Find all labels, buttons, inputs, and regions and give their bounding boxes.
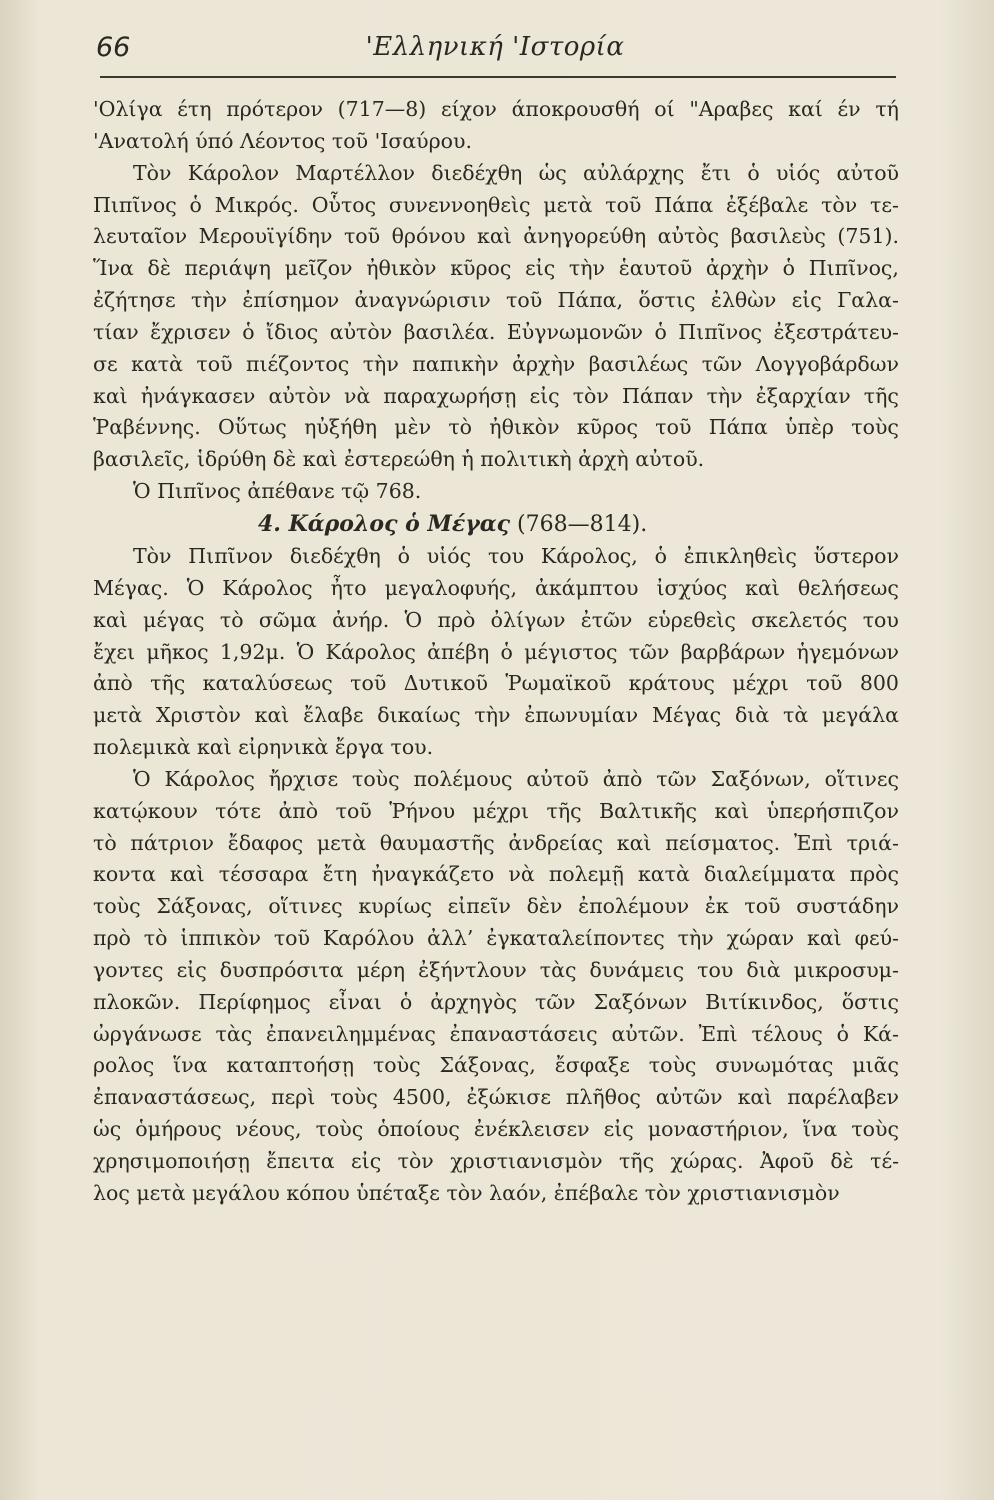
text-line: βασιλεῖς, ἱδρύθη δὲ καὶ ἐστερεώθη ἡ πολιτικὴ ἀρχὴ αὐτοῦ. — [93, 447, 705, 472]
text-line: χρησιμοποιήσῃ ἔπειτα εἰς τὸν χριστιανισμὸν τῆς χώρας. Ἀφοῦ δὲ τέ- — [93, 1149, 899, 1173]
section-heading — [93, 508, 899, 541]
text-line: κατῴκουν τότε ἀπὸ τοῦ Ῥήνου μέχρι τῆς Βαλτικῆς καὶ ὑπερήσπιζον — [93, 798, 899, 823]
text-line: Ῥαβέννης. Οὕτως ηὐξήθη μὲν τὸ ἠθικὸν κῦρος τοῦ Πάπα ὑπὲρ τοὺς — [93, 415, 899, 440]
text-line: Ὁ Πιπῖνος ἀπέθανε τῷ 768. — [133, 479, 422, 504]
text-line: Ἵνα δὲ περιάψη μεῖζον ἠθικὸν κῦρος εἰς τὴν ἑαυτοῦ ἀρχὴν ὁ Πιπῖνος, — [93, 256, 899, 281]
text-line: σε κατὰ τοῦ πιέζοντος τὴν παπικὴν ἀρχὴν βασιλέως τῶν Λογγοβάρδων — [93, 351, 899, 376]
text-line: πλοκῶν. Περίφημος εἶναι ὁ ἀρχηγὸς τῶν Σαξόνων Βιτίκινδος, ὅστις — [93, 989, 899, 1014]
text-line: Μέγας. Ὁ Κάρολος ἦτο μεγαλοφυής, ἀκάμπτου ἰσχύος καὶ θελήσεως — [93, 575, 899, 600]
text-line: τίαν ἔχρισεν ὁ ἴδιος αὐτὸν βασιλέα. Εὐγνωμονῶν ὁ Πιπῖνος ἐξεστράτευ- — [93, 319, 899, 344]
section-dates: (768—814). — [517, 511, 648, 537]
text-line: κοντα καὶ τέσσαρα ἔτη ἠναγκάζετο νὰ πολεμῇ κατὰ διαλείμματα πρὸς — [93, 862, 899, 887]
text-line: 'Ολίγα έτη πρότερον (717—8) είχον άποκρουσθή οί "Αραβες καί έν τή — [93, 97, 899, 121]
page-header — [96, 28, 894, 68]
running-title: 'Ελληνική 'Ιστορία — [365, 32, 625, 62]
text-line: ἔχει μῆκος 1,92μ. Ὁ Κάρολος ἀπέβη ὁ μέγιστος τῶν βαρβάρων ἡγεμόνων — [93, 639, 899, 664]
text-line: Ὁ Κάρολος ἤρχισε τοὺς πολέμους αὐτοῦ ἀπὸ τῶν Σαξόνων, οἵτινες — [133, 766, 899, 791]
section-title: 4. Κάρολος ὁ Μέγας — [258, 510, 511, 537]
text-line: τοὺς Σάξονας, οἵτινες κυρίως εἰπεῖν δὲν ἐπολέμουν ἐκ τοῦ συστάδην — [93, 894, 899, 919]
text-line: τὸ πάτριον ἔδαφος μετὰ θαυμαστῆς ἀνδρείας καὶ πείσματος. Ἐπὶ τριά- — [93, 830, 899, 855]
header-rule — [100, 76, 896, 78]
text-line: ὠργάνωσε τὰς ἐπανειλημμένας ἐπαναστάσεις αὐτῶν. Ἐπὶ τέλους ὁ Κά- — [93, 1021, 899, 1046]
text-line: λευταῖον Μερουϊγίδην τοῦ θρόνου καὶ ἀνηγορεύθη αὐτὸς βασιλεὺς (751). — [93, 224, 899, 249]
text-line: γοντες εἰς δυσπρόσιτα μέρη ἐξήντλουν τὰς δυνάμεις του διὰ μικροσυμ- — [93, 957, 899, 982]
page-number: 66 — [96, 32, 131, 63]
text-line: ἐζήτησε τὴν ἐπίσημον ἀναγνώρισιν τοῦ Πάπα, ὅστις ἐλθὼν εἰς Γαλα- — [93, 288, 899, 313]
text-line: λος μετὰ μεγάλου κόπου ὑπέταξε τὸν λαόν, ἐπέβαλε τὸν χριστιανισμὸν — [93, 1180, 840, 1205]
body-text — [93, 94, 899, 1210]
text-line: μετὰ Χριστὸν καὶ ἔλαβε δικαίως τὴν ἐπωνυμίαν Μέγας διὰ τὰ μεγάλα — [93, 703, 899, 728]
text-line: ρολος ἵνα καταπτοήσῃ τοὺς Σάξονας, ἔσφαξε τοὺς συνωμότας μιᾶς — [93, 1053, 899, 1078]
text-line: πρὸ τὸ ἱππικὸν τοῦ Καρόλου ἀλλ’ ἐγκαταλείποντες τὴν χώραν καὶ φεύ- — [93, 926, 899, 951]
text-line: καὶ μέγας τὸ σῶμα ἀνήρ. Ὁ πρὸ ὀλίγων ἐτῶν εὑρεθεὶς σκελετός του — [93, 607, 899, 632]
text-line: ὡς ὁμήρους νέους, τοὺς ὁποίους ἐνέκλεισεν εἰς μοναστήριον, ἵνα τοὺς — [93, 1117, 899, 1142]
text-line: Πιπῖνος ὁ Μικρός. Οὗτος συνεννοηθεὶς μετὰ τοῦ Πάπα ἐξέβαλε τὸν τε- — [93, 192, 899, 217]
text-line: Τὸν Πιπῖνον διεδέχθη ὁ υἱός του Κάρολος, ὁ ἐπικληθεὶς ὕστερον — [133, 543, 899, 568]
text-line: πολεμικὰ καὶ εἰρηνικὰ ἔργα του. — [93, 735, 434, 760]
text-line: Τὸν Κάρολον Μαρτέλλον διεδέχθη ὡς αὐλάρχης ἔτι ὁ υἱός αὐτοῦ — [133, 160, 899, 185]
text-line: ἐπαναστάσεως, περὶ τοὺς 4500, ἐξώκισε πλῆθος αὐτῶν καὶ παρέλαβεν — [93, 1085, 899, 1110]
text-line: 'Ανατολή ύπό Λέοντος τοῦ 'Ισαύρου. — [93, 128, 472, 153]
text-line: καὶ ἠνάγκασεν αὐτὸν νὰ παραχωρήσῃ εἰς τὸν Πάπαν τὴν ἐξαρχίαν τῆς — [93, 383, 899, 408]
text-line: ἀπὸ τῆς καταλύσεως τοῦ Δυτικοῦ Ῥωμαϊκοῦ κράτους μέχρι τοῦ 800 — [93, 671, 899, 696]
